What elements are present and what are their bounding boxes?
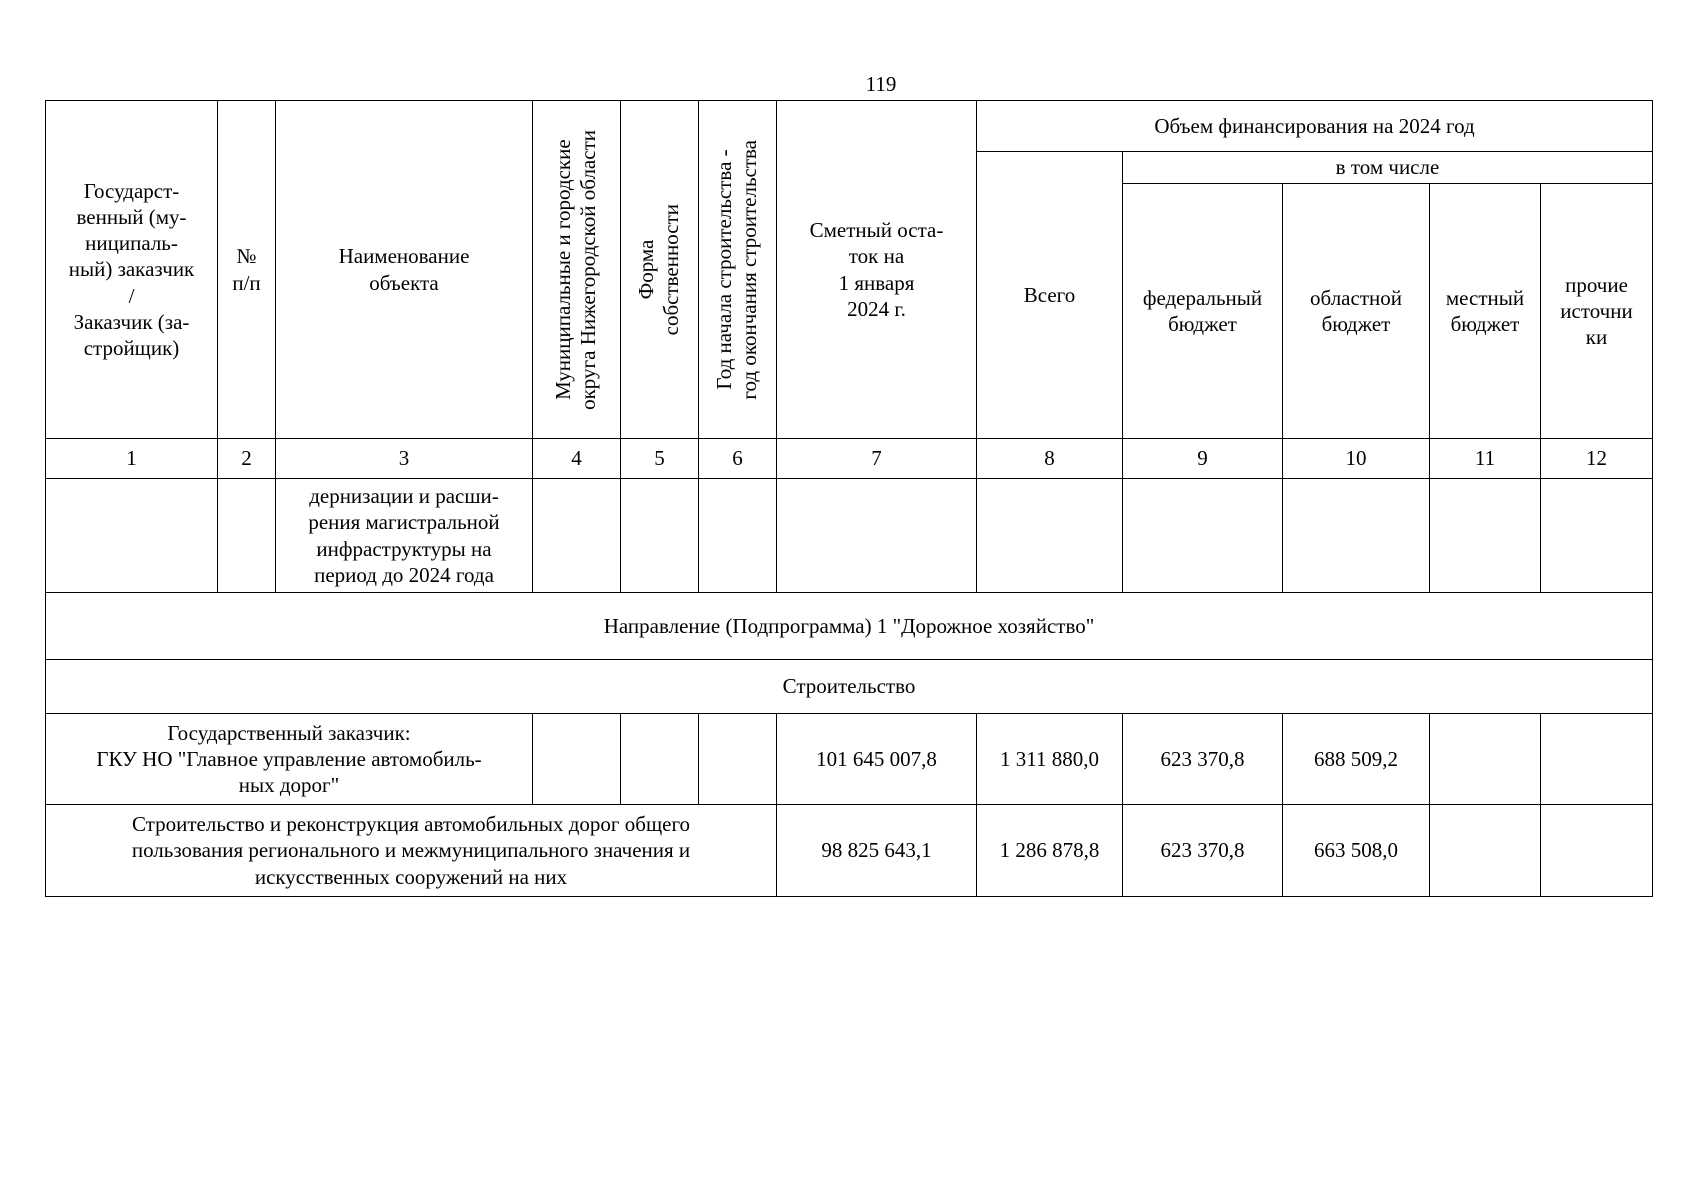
roads-row <box>46 805 1653 897</box>
header-row-1 <box>46 101 1653 152</box>
column-number: 7 <box>777 439 977 479</box>
header-federal: федеральный бюджет <box>1123 184 1283 439</box>
empty-cell <box>533 714 621 805</box>
column-number: 2 <box>218 439 276 479</box>
header-regional: областной бюджет <box>1283 184 1430 439</box>
column-number: 11 <box>1430 439 1541 479</box>
empty-cell <box>1123 479 1283 593</box>
continuation-object-name: дернизации и расши- рения магистральной инфраструктуры на период до 2024 года <box>276 479 533 593</box>
direction-row <box>46 593 1653 660</box>
empty-cell <box>699 479 777 593</box>
section-construction-title: Строительство <box>46 660 1653 714</box>
roads-name: Строительство и реконструкция автомобильных дорог общего пользования регионального и межмуниципального значения и искусственных сооружений на них <box>46 805 777 897</box>
continuation-row <box>46 479 1653 593</box>
column-number: 3 <box>276 439 533 479</box>
empty-cell <box>1541 479 1653 593</box>
empty-cell <box>699 714 777 805</box>
empty-cell <box>1430 479 1541 593</box>
header-years-text: Год начала строительства - год окончания строительства <box>712 139 762 400</box>
column-number: 1 <box>46 439 218 479</box>
empty-cell <box>533 479 621 593</box>
customer-total: 1 311 880,0 <box>977 714 1123 805</box>
customer-other <box>1541 714 1653 805</box>
column-number: 9 <box>1123 439 1283 479</box>
page-number: 119 <box>865 72 897 96</box>
empty-cell <box>621 479 699 593</box>
column-number: 10 <box>1283 439 1430 479</box>
construction-row <box>46 660 1653 714</box>
header-number: № п/п <box>218 101 276 439</box>
column-number: 5 <box>621 439 699 479</box>
header-local: местный бюджет <box>1430 184 1541 439</box>
roads-other <box>1541 805 1653 897</box>
empty-cell <box>777 479 977 593</box>
customer-federal: 623 370,8 <box>1123 714 1283 805</box>
empty-cell <box>218 479 276 593</box>
customer-local <box>1430 714 1541 805</box>
roads-total: 1 286 878,8 <box>977 805 1123 897</box>
column-number: 12 <box>1541 439 1653 479</box>
customer-regional: 688 509,2 <box>1283 714 1430 805</box>
column-number: 6 <box>699 439 777 479</box>
header-other: прочие источни ки <box>1541 184 1653 439</box>
header-including: в том числе <box>1123 152 1653 184</box>
customer-row <box>46 714 1653 805</box>
column-number: 8 <box>977 439 1123 479</box>
header-ownership <box>621 101 699 439</box>
header-municipalities <box>533 101 621 439</box>
empty-cell <box>621 714 699 805</box>
empty-cell <box>1283 479 1430 593</box>
header-object-name: Наименование объекта <box>276 101 533 439</box>
header-municipalities-text: Муниципальные и городские округа Нижегородской области <box>551 129 601 410</box>
column-numbers-row <box>46 439 1653 479</box>
financing-table <box>45 100 1653 897</box>
roads-federal: 623 370,8 <box>1123 805 1283 897</box>
header-customer: Государст- венный (му- ниципаль- ный) заказчик / Заказчик (за- стройщик) <box>46 101 218 439</box>
roads-regional: 663 508,0 <box>1283 805 1430 897</box>
roads-estimate: 98 825 643,1 <box>777 805 977 897</box>
header-total: Всего <box>977 152 1123 439</box>
header-estimate: Сметный оста- ток на 1 января 2024 г. <box>777 101 977 439</box>
empty-cell <box>977 479 1123 593</box>
customer-estimate: 101 645 007,8 <box>777 714 977 805</box>
header-years <box>699 101 777 439</box>
header-ownership-text: Форма собственности <box>634 203 684 336</box>
column-number: 4 <box>533 439 621 479</box>
empty-cell <box>46 479 218 593</box>
header-financing: Объем финансирования на 2024 год <box>977 101 1653 152</box>
customer-name: Государственный заказчик: ГКУ НО "Главное управление автомобиль- ных дорог" <box>46 714 533 805</box>
roads-local <box>1430 805 1541 897</box>
section-direction-title: Направление (Подпрограмма) 1 "Дорожное хозяйство" <box>46 593 1653 660</box>
